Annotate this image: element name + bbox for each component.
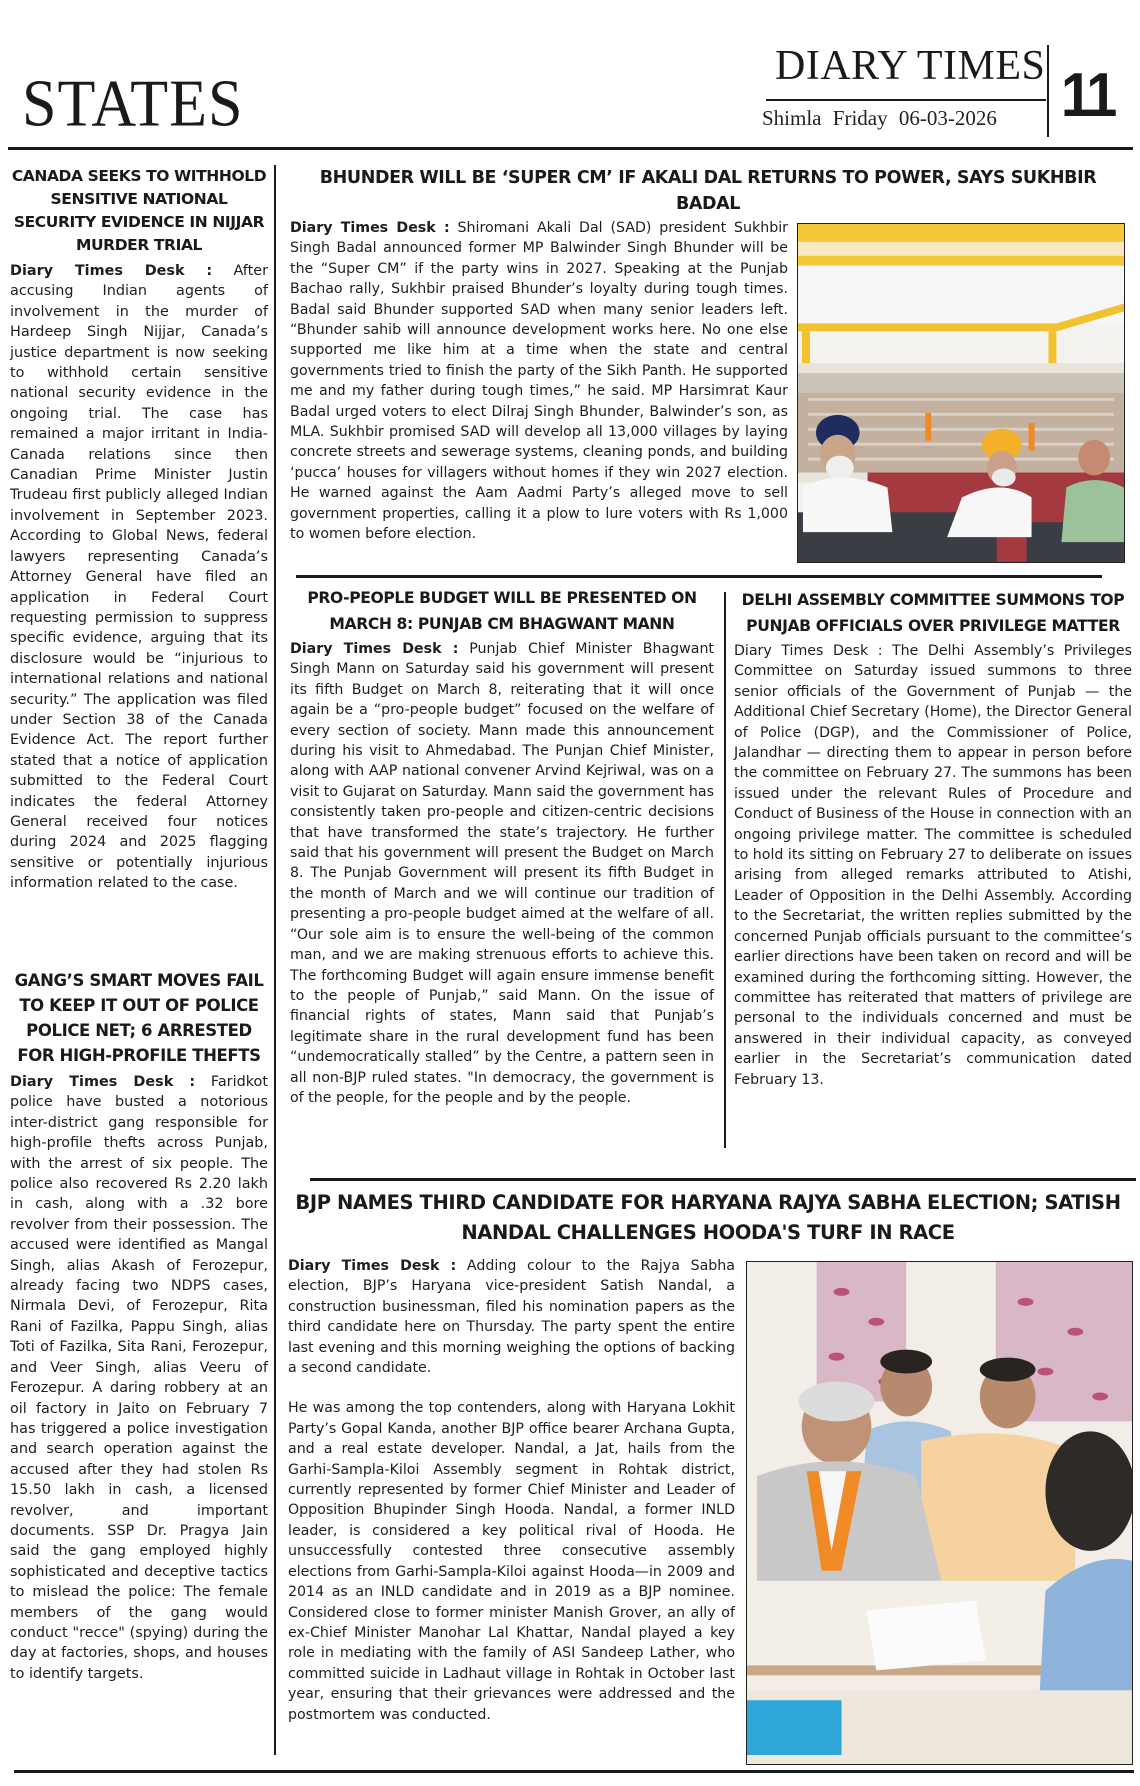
byline: Diary Times Desk :: [290, 220, 450, 236]
article-headline: PRO-PEOPLE BUDGET WILL BE PRESENTED ON MARCH 8: PUNJAB CM BHAGWANT MANN: [307, 589, 697, 633]
divider: [1047, 45, 1049, 137]
article-body: Diary Times Desk : Shiromani Akali Dal (SAD) president Sukhbir Singh Badal announced former MP Balwinder Singh Bhunder will be the “Super CM” if the party wins in 2027. Speaking at the Punjab Bachao rally, Sukhbir praised Bhunder’s loyalty during tough times. Badal said Bhunder supported SAD when many senior leaders left. “Bhunder sahib will announce development works here. No one else supported me like him at a time when the state and central governments tried to finish the party of the Sikh Panth. He supported me and my father during tough times,” he said. MP Harsimrat Kaur Badal urged voters to elect Dilraj Singh Bhunder, Balwinder’s son, as MLA. Sukhbir promised SAD will develop all 13,000 villages by laying concrete streets and sewerage systems, cleaning ponds, and building ‘pucca’ houses for villagers without homes if they win 2027 election. He warned against the Aam Aadmi Party’s alleged move to sell government properties, calling it a plow to lure voters with Rs 1,000 to women before election.: [290, 220, 788, 543]
article-bjp: [288, 1188, 1128, 1248]
article-body: Diary Times Desk : The Delhi Assembly’s Privileges Committee on Saturday issued summons to three senior officials of the Government of Punjab — the Additional Chief Secretary (Home), the Director General of Police (DGP), and the Commissioner of Police, Jalandhar — directing them to appear in person before the committee on February 27. The summons has been issued under the relevant Rules of Procedure and Conduct of Business of the House in connection with an ongoing privilege matter. The committee is scheduled to hold its sitting on February 27 to deliberate on issues arising from alleged remarks attributed to Atishi, Leader of Opposition in the Delhi Assembly. According to the Secretariat, the written replies submitted by the concerned Punjab officials pursuant to the committee’s earlier directions have been taken on record and will be examined during the forthcoming sitting. However, the committee has reiterated that matters of privilege are personal to the individuals concerned and must be answered in their individual capacity, as conveyed earlier in the Secretariat’s communication dated February 13.: [734, 643, 1132, 1088]
article-budget: [290, 585, 714, 1108]
newspaper-name: DIARY TIMES: [775, 43, 1046, 89]
byline: Diary Times Desk :: [10, 263, 213, 279]
article-headline: CANADA SEEKS TO WITHHOLD SENSITIVE NATIONAL SECURITY EVIDENCE IN NIJJAR MURDER TRIAL: [11, 167, 267, 254]
article-bhunder-body: [290, 218, 788, 545]
article-body: Diary Times Desk : After accusing Indian agents of involvement in the murder of Hardeep Singh Nijjar, Canada’s justice department is now seeking to withhold certain sensitive national security evidence in the ongoing trial. The case has remained a major irritant in India-Canada relations since then Canadian Prime Minister Justin Trudeau first publicly alleged Indian involvement in September 2023. According to Global News, federal lawyers representing Canada’s Attorney General have filed an application in Federal Court requesting permission to suppress specific evidence, arguing that its disclosure would be “injurious to international relations and national security.” The application was filed under Section 38 of the Canada Evidence Act. The report further stated that a notice of application submitted to the Federal Court indicates the federal Attorney General received four notices during 2024 and 2025 flagging sensitive or potentially injurious information related to the case.: [10, 263, 268, 892]
divider: [296, 575, 1102, 578]
column-divider: [274, 165, 276, 1755]
article-canada: [10, 165, 268, 894]
divider: [14, 1770, 1134, 1773]
nomination-filing-photo: [746, 1261, 1133, 1765]
masthead: [0, 0, 1140, 150]
article-bjp-body: [288, 1256, 735, 1725]
divider: [766, 99, 1046, 101]
section-title: STATES: [22, 67, 244, 141]
article-headline: GANG’S SMART MOVES FAIL TO KEEP IT OUT OF POLICE POLICE NET; 6 ARRESTED FOR HIGH-PROFILE THEFTS: [14, 971, 264, 1065]
byline: Diary Times Desk :: [288, 1258, 457, 1274]
dateline: [762, 106, 997, 131]
article-delhi: [734, 588, 1132, 1090]
byline: Diary Times Desk :: [290, 641, 459, 657]
article-headline: DELHI ASSEMBLY COMMITTEE SUMMONS TOP PUNJAB OFFICIALS OVER PRIVILEGE MATTER: [741, 591, 1125, 635]
article-gang: [10, 968, 268, 1684]
dateline-day: Friday: [832, 106, 888, 130]
divider: [310, 1178, 1136, 1181]
page-number: 11: [1060, 61, 1115, 130]
nomination-photo-image: [747, 1262, 1132, 1764]
article-body: Diary Times Desk : Adding colour to the Rajya Sabha election, BJP’s Haryana vice-president Satish Nandal, a construction businessman, filed his nomination papers as the third candidate here on Thursday. The party spent the entire last evening and this morning weighing the options of backing a second candidate. He was among the top contenders, along with Haryana Lokhit Party’s Gopal Kanda, another BJP office bearer Archana Gupta, and a real estate developer. Nandal, a Jat, hails from the Garhi-Sampla-Kiloi Assembly segment in Rohtak district, currently represented by former Chief Minister and Leader of Opposition Bhupinder Singh Hooda. Nandal, a former INLD leader, is considered a key political rival of Hooda. He unsuccessfully contested three consecutive assembly elections from Garhi-Sampla-Kiloi against Hooda—in 2009 and 2014 as an INLD candidate and in 2019 as a BJP nominee. Considered close to former minister Manish Grover, an ally of ex-Chief Minister Manohar Lal Khattar, Nandal played a key role in mediating with the family of ASI Sandeep Lather, who committed suicide in Ladhaut village in Rohtak in October last year, ensuring that their grievances were addressed and the postmortem was conducted.: [288, 1258, 735, 1723]
article-headline: BHUNDER WILL BE ‘SUPER CM’ IF AKALI DAL RETURNS TO POWER, SAYS SUKHBIR BADAL: [319, 168, 1097, 214]
article-body: Diary Times Desk : Punjab Chief Minister Bhagwant Singh Mann on Saturday said his government will present its fifth Budget on March 8, reiterating that it will once again be a “pro-people budget” focused on the welfare of every section of society. Mann made this announcement during his visit to Ahmedabad. The Punjan Chief Minister, along with AAP national convener Arvind Kejriwal, was on a visit to Gujarat on Saturday. Mann said the government has consistently taken pro-people and citizen-centric decisions that have transformed the state’s trajectory. He further said that his government will present the Budget on March 8. The Punjab Government will present its fifth Budget in the month of March and we will continue our tradition of presenting a pro-people budget aimed at the welfare of all. “Our sole aim is to ensure the well-being of the common man, and we are making strenuous efforts to achieve this. The forthcoming Budget will again ensure immense benefit to the people of Punjab,” said Mann. On the issue of financial rights of states, Mann said that Punjab’s legitimate share in the rural development fund has been “undemocratically stalled” by the Centre, a pattern seen in all non-BJP ruled states. "In democracy, the government is of the people, for the people and by the people.: [290, 641, 714, 1106]
dateline-city: Shimla: [762, 106, 822, 130]
rally-photo-image: [798, 224, 1124, 562]
article-body: Diary Times Desk : Faridkot police have busted a notorious inter-district gang responsible for high-profile thefts across Punjab, with the arrest of six people. The police also recovered Rs 2.20 lakh in cash, along with a .32 bore revolver from their possession. The accused were identified as Mangal Singh, alias Akash of Ferozepur, already facing two NDPS cases, Nirmala Devi, of Ferozepur, Rita Rani of Fazilka, Pappu Singh, alias Toti of Fazilka, Sita Rani, Ferozepur, and Veer Singh, alias Veeru of Ferozepur. A daring robbery at an oil factory in Jaito on February 7 has triggered a police investigation and search operation against the accused after they had stolen Rs 15.50 lakh in cash, a licensed revolver, and important documents. SSP Dr. Pragya Jain said the gang employed highly sophisticated and deceptive tactics to mislead the police: The female members of the gang would conduct "recce" (spying) during the day at factories, shops, and houses to identify targets.: [10, 1074, 268, 1682]
byline: Diary Times Desk :: [10, 1074, 196, 1090]
divider: [8, 147, 1133, 150]
article-headline: BJP NAMES THIRD CANDIDATE FOR HARYANA RAJYA SABHA ELECTION; SATISH NANDAL CHALLENGES HOODA'S TURF IN RACE: [295, 1191, 1121, 1244]
article-bhunder: [288, 165, 1128, 217]
dateline-date: 06-03-2026: [898, 106, 997, 130]
byline: Diary Times Desk :: [734, 643, 883, 659]
column-divider: [724, 592, 726, 1148]
rally-stage-photo: [797, 223, 1125, 563]
